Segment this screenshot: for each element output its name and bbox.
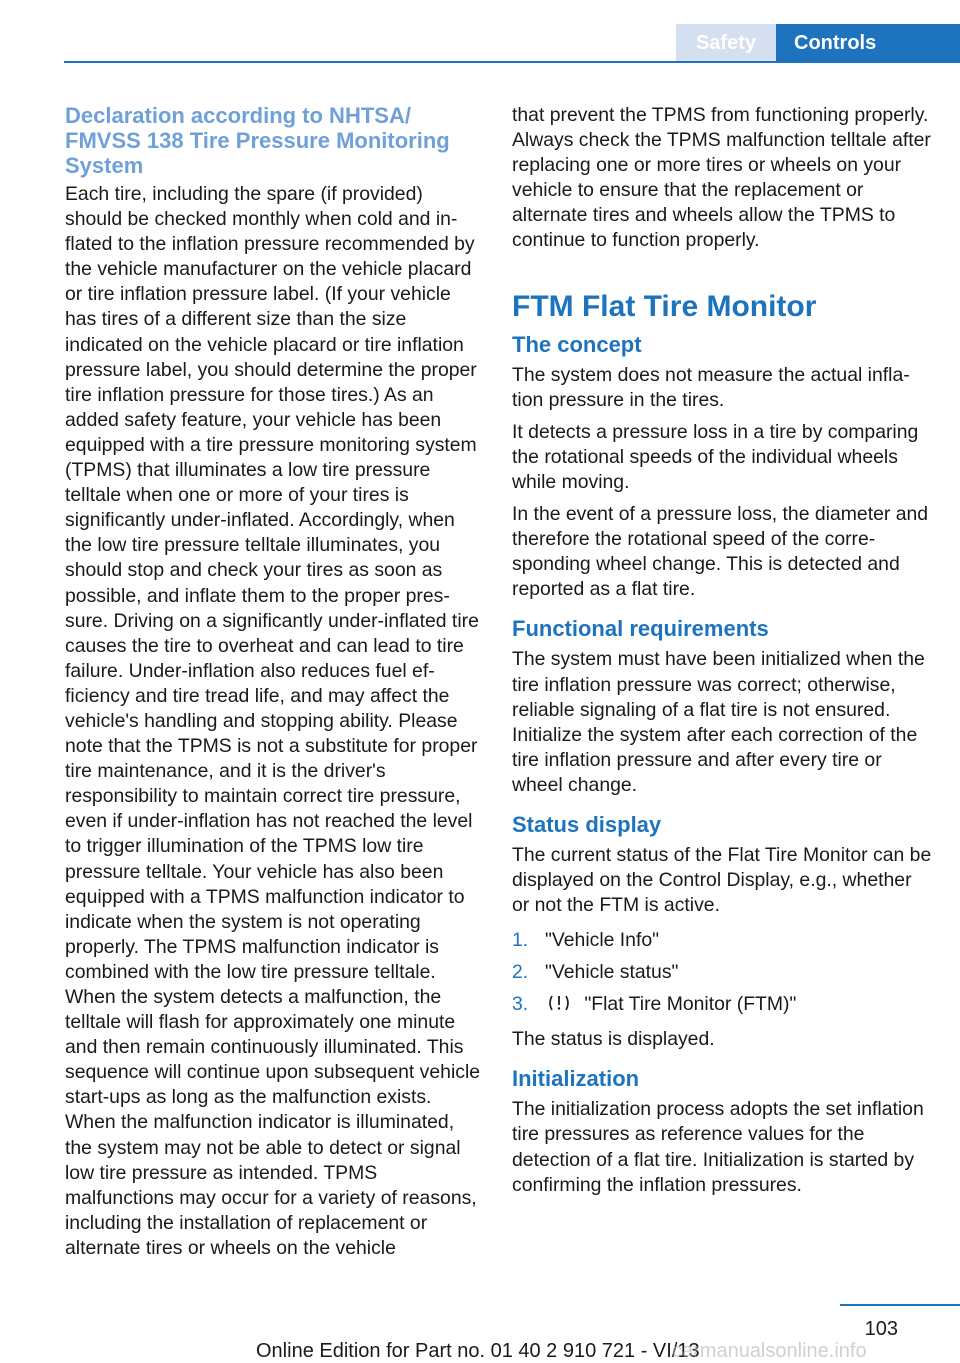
concept-paragraph-1: The system does not measure the actual inflation pressure in the tires. [512, 363, 910, 411]
watermark: carmanualsonline.info [672, 1340, 867, 1362]
step-text: "Flat Tire Monitor (FTM)" [584, 993, 797, 1016]
section-title: FTM Flat Tire Monitor [512, 289, 817, 323]
section-tabs [676, 24, 960, 62]
list-item [512, 960, 932, 985]
initialization-heading: Initialization [512, 1066, 640, 1092]
functional-requirements-paragraph: The system must have been initialized when the tire inflation pressure was correct; otherwise, reliable signaling of a flat tire is not ensured. Initialize the system after each correction of the tire inflation pressure and after every tire or wheel change. [512, 648, 925, 796]
step-number: 1. [512, 929, 529, 952]
status-steps [512, 928, 932, 1020]
flat-tire-warning-icon [547, 993, 571, 1020]
left-column [65, 103, 483, 1261]
concept-paragraph-3: In the event of a pressure loss, the diameter and therefore the rotational speed of the corresponding wheel change. This is detected and reported as a flat tire. [512, 503, 929, 601]
list-item [512, 992, 932, 1020]
page-number: 103 [864, 1318, 898, 1340]
tab-controls: Controls [776, 24, 960, 62]
functional-requirements-heading: Functional requirements [512, 616, 769, 642]
header-rule [64, 61, 960, 63]
list-item [512, 928, 932, 953]
nhtsa-continuation: that prevent the TPMS from functioning properly. Always check the TPMS malfunction telltale after replacing one or more tires or wheels on your vehicle to ensure that the replacement or alternate tires and wheels allow the TPMS to continue to function properly. [512, 104, 931, 252]
step-number: 2. [512, 961, 529, 984]
step-text: "Vehicle status" [545, 961, 679, 984]
initialization-paragraph: The initialization process adopts the set inflation tire pressures as reference values for the detection of a flat tire. Initialization is started by confirming the inflation pressures. [512, 1098, 924, 1196]
status-displayed-text: The status is displayed. [512, 1028, 715, 1051]
right-column [512, 103, 932, 1198]
step-text: "Vehicle Info" [545, 929, 660, 952]
nhtsa-body: Each tire, including the spare (if provided) should be checked monthly when cold and inflated to the inflation pressure recommended by the vehicle manufacturer on the vehicle placard or tire inflation pressure label. (If your vehicle has tires of a different size than the size indicated on the vehicle placard or tire inflation pressure label, you should determine the proper tire inflation pressure for those tires.) As an added safety feature, your vehicle has been equipped with a tire pressure monitoring system (TPMS) that illuminates a low tire pressure telltale when one or more of your tires is significantly under-inflated. Accordingly, when the low tire pressure telltale illuminates, you should stop and check your tires as soon as possible, and inflate them to the proper pressure. Driving on a significantly under-inflated tire causes the tire to overheat and can lead to tire failure. Under-inflation also reduces fuel efficiency and tire tread life, and may affect the vehicle's handling and stopping ability. Please note that the TPMS is not a substitute for proper tire maintenance, and it is the driver's responsibility to maintain correct tire pressure, even if under-inflation has not reached the level to trigger illumination of the TPMS low tire pressure telltale. Your vehicle has also been equipped with a TPMS malfunction indicator to indicate when the system is not operating properly. The TPMS malfunction indicator is combined with the low tire pressure telltale. When the system detects a malfunction, the telltale will flash for approximately one minute and then remain continuously illuminated. This sequence will continue upon subsequent vehicle start-ups as long as the malfunction exists. When the malfunction indicator is illuminated, the system may not be able to detect or signal low tire pressure as intended. TPMS malfunctions may occur for a variety of reasons, including the installation of replacement or alternate tires or wheels on the vehicle [65, 183, 481, 1259]
status-display-heading: Status display [512, 811, 662, 837]
concept-heading: The concept [512, 331, 642, 357]
status-display-paragraph: The current status of the Flat Tire Monitor can be displayed on the Control Display, e.g., whether or not the FTM is active. [512, 843, 932, 917]
nhtsa-heading: Declaration according to NHTSA/ FMVSS 138 Tire Pressure Monitoring System [65, 103, 450, 178]
edition-text: Online Edition for Part no. 01 40 2 910 721 - VI/13 [256, 1340, 700, 1362]
footer-rule [840, 1304, 960, 1306]
tab-safety: Safety [676, 24, 776, 62]
concept-paragraph-2: It detects a pressure loss in a tire by comparing the rotational speeds of the individual wheels while moving. [512, 420, 919, 493]
step-number: 3. [512, 993, 529, 1016]
